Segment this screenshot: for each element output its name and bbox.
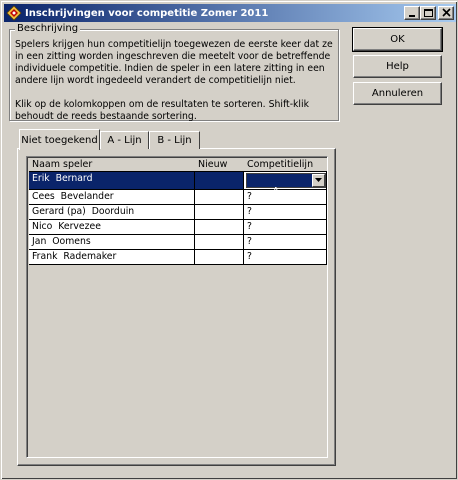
cell-line — [244, 172, 327, 190]
description-paragraph-1: Spelers krijgen hun competitielijn toegewezen de eerste keer dat ze in een zitting worden ingeschreven die meetelt voor de betreffende individuele competitie. Indien de speler in een latere zitting in een andere lijn wordt ingedeeld verandert de competitielijn niet. — [15, 39, 333, 86]
cell-name: Erik Bernard — [29, 172, 195, 190]
cell-name: Cees Bevelander — [29, 190, 195, 205]
cell-name: Jan Oomens — [29, 235, 195, 250]
cell-line: ? — [244, 250, 327, 265]
column-header-name[interactable]: Naam speler — [32, 159, 93, 170]
table-row[interactable] — [29, 190, 327, 205]
table-row[interactable] — [29, 205, 327, 220]
title-bar[interactable] — [4, 4, 456, 22]
help-button[interactable]: Help — [353, 55, 442, 78]
cell-new — [195, 190, 244, 205]
cell-name: Gerard (pa) Doorduin — [29, 205, 195, 220]
column-header-line[interactable]: Competitielijn — [247, 159, 314, 170]
cell-line: ? — [244, 235, 327, 250]
chevron-down-icon — [315, 178, 322, 182]
cell-new — [195, 250, 244, 265]
table-row[interactable] — [29, 220, 327, 235]
cell-new — [195, 220, 244, 235]
minimize-icon — [408, 9, 417, 17]
cancel-button[interactable]: Annuleren — [353, 82, 442, 105]
cell-line: ? — [244, 205, 327, 220]
cell-line: ? — [244, 190, 327, 205]
line-select[interactable] — [246, 173, 326, 188]
ok-button[interactable]: OK — [353, 28, 442, 51]
table-row[interactable] — [29, 235, 327, 250]
window-title: Inschrijvingen voor competitie Zomer 2011 — [25, 7, 269, 19]
app-icon — [6, 5, 22, 21]
column-header-new[interactable]: Nieuw — [198, 159, 228, 170]
cell-line: ? — [244, 220, 327, 235]
description-text — [15, 39, 337, 123]
close-button[interactable] — [438, 6, 454, 20]
table-row[interactable] — [29, 250, 327, 265]
maximize-button[interactable] — [420, 6, 436, 20]
cell-name: Nico Kervezee — [29, 220, 195, 235]
cell-name: Frank Rademaker — [29, 250, 195, 265]
description-legend: Beschrijving — [17, 23, 79, 34]
tab-b-lijn[interactable]: B - Lijn — [149, 131, 200, 149]
tab-niet-toegekend[interactable]: Niet toegekend — [19, 129, 100, 150]
minimize-button[interactable] — [404, 6, 420, 20]
table-row[interactable] — [29, 172, 327, 190]
cell-new — [195, 172, 244, 190]
dropdown-button[interactable] — [312, 174, 325, 187]
maximize-icon — [424, 9, 433, 17]
description-paragraph-2: Klik op de kolomkoppen om de resultaten te sorteren. Shift-klik behoudt de reeds bestaande sortering. — [15, 99, 309, 122]
tab-a-lijn[interactable]: A - Lijn — [100, 131, 149, 149]
cell-new — [195, 205, 244, 220]
close-icon — [442, 9, 451, 17]
cell-new — [195, 235, 244, 250]
